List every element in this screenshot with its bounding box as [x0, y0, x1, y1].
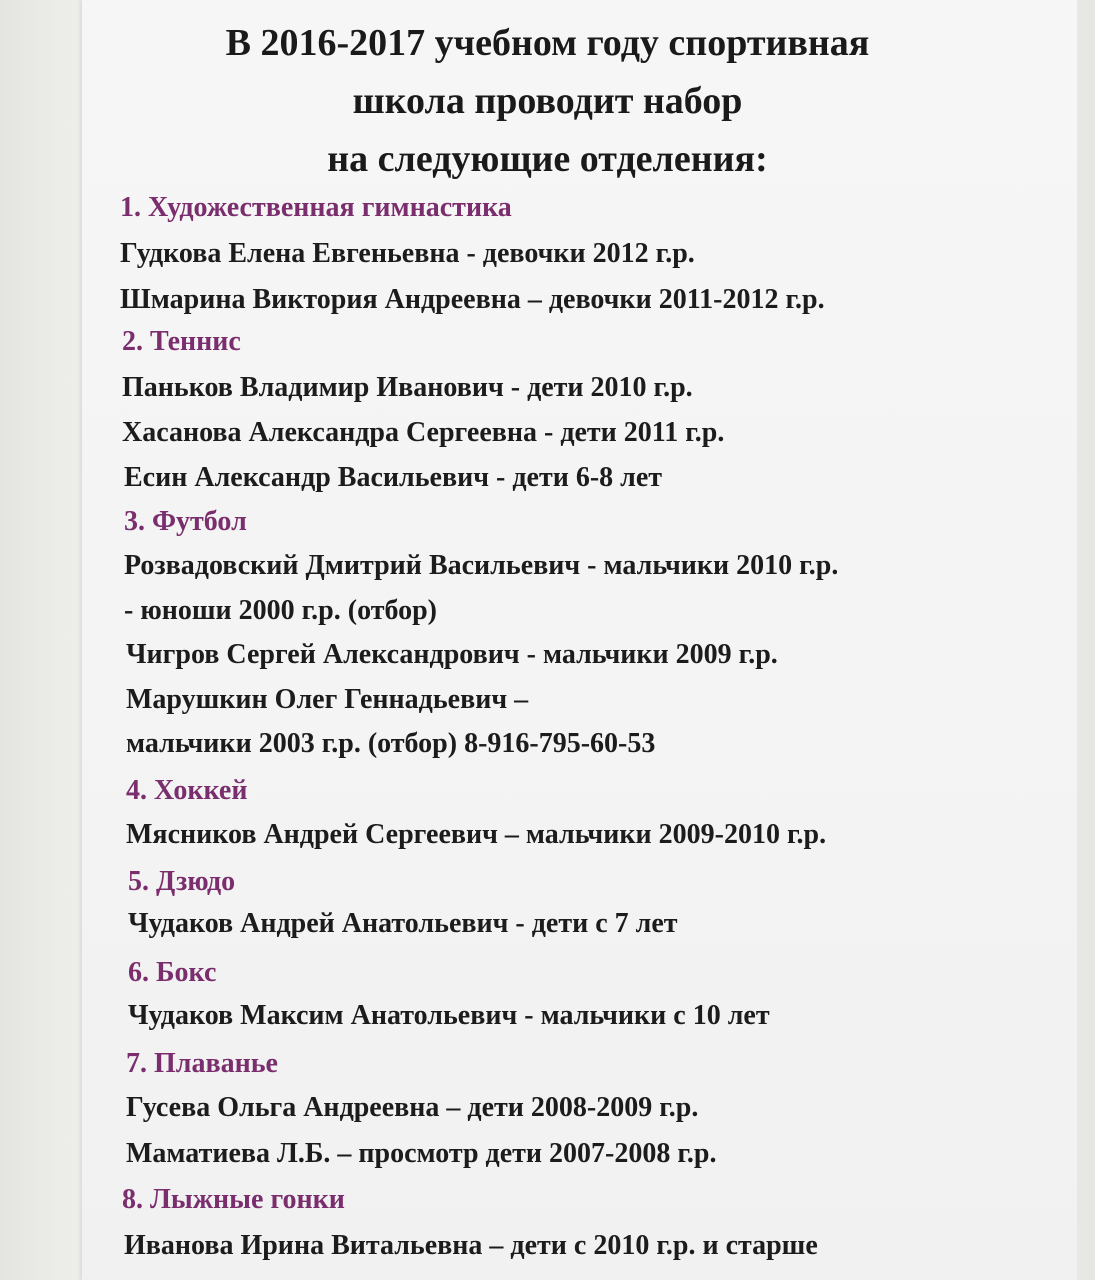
section-heading-football: 3. Футбол [124, 506, 247, 537]
coach-line: - юноши 2000 г.р. (отбор) [124, 595, 437, 626]
coach-line: Хасанова Александра Сергеевна - дети 2011 г.р. [122, 417, 725, 448]
coach-line: Маматиева Л.Б. – просмотр дети 2007-2008 г.р. [126, 1138, 717, 1169]
coach-line: Гусева Ольга Андреевна – дети 2008-2009 г.р. [126, 1092, 699, 1123]
section-heading-hockey: 4. Хоккей [126, 775, 248, 806]
coach-line: Марушкин Олег Геннадьевич – [126, 684, 529, 715]
coach-line: Паньков Владимир Иванович - дети 2010 г.р. [122, 372, 693, 403]
section-heading-tennis: 2. Теннис [122, 326, 241, 357]
section-heading-judo: 5. Дзюдо [128, 866, 236, 897]
coach-line: Чигров Сергей Александрович - мальчики 2009 г.р. [126, 639, 778, 670]
coach-line: Розвадовский Дмитрий Васильевич - мальчики 2010 г.р. [124, 550, 839, 581]
coach-line: мальчики 2003 г.р. (отбор) 8-916-795-60-53 [126, 728, 656, 759]
coach-line: Есин Александр Васильевич - дети 6-8 лет [124, 462, 663, 493]
coach-line: Гудкова Елена Евгеньевна - девочки 2012 г.р. [120, 238, 695, 269]
coach-line: Иванова Ирина Витальевна – дети с 2010 г.р. и старше [124, 1230, 818, 1261]
section-heading-boxing: 6. Бокс [128, 957, 217, 988]
notice-title-line-3: на следующие отделения: [327, 138, 768, 180]
section-heading-gymnastics: 1. Художественная гимнастика [120, 192, 512, 223]
coach-line: Шмарина Виктория Андреевна – девочки 2011-2012 г.р. [120, 284, 825, 315]
coach-line: Мясников Андрей Сергеевич – мальчики 2009-2010 г.р. [126, 819, 827, 850]
coach-line: Чудаков Максим Анатольевич - мальчики с 10 лет [128, 1000, 770, 1031]
notice-title-line-1: В 2016-2017 учебном году спортивная [225, 22, 870, 64]
coach-line: Чудаков Андрей Анатольевич - дети с 7 лет [128, 908, 678, 939]
section-heading-skiing: 8. Лыжные гонки [122, 1184, 345, 1215]
section-heading-swimming: 7. Плаванье [126, 1048, 278, 1079]
notice-title-line-2: школа проводит набор [352, 80, 743, 122]
